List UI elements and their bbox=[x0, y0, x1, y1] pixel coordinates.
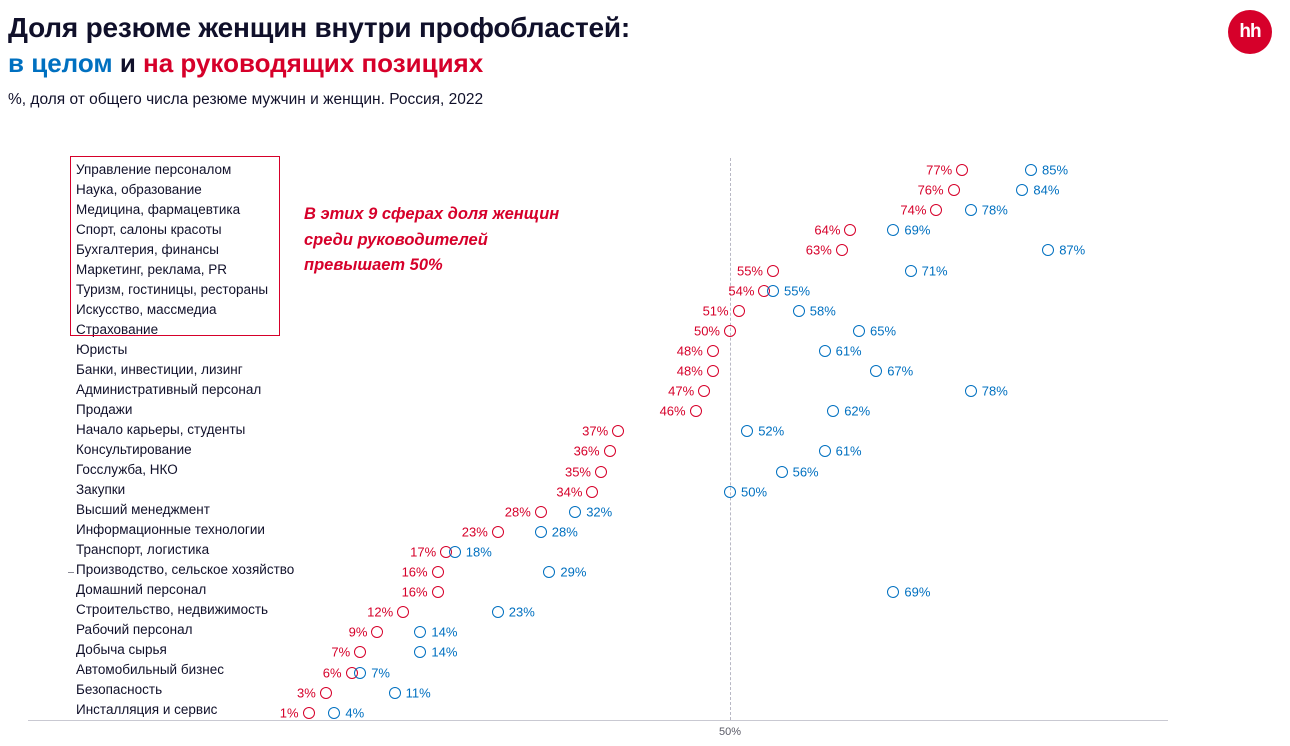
category-label: Административный персонал bbox=[76, 382, 262, 397]
point-managers bbox=[612, 425, 624, 437]
category-label: Инсталляция и сервис bbox=[76, 702, 218, 717]
value-label-overall: 56% bbox=[792, 464, 819, 479]
chart-baseline bbox=[28, 720, 1168, 721]
value-label-managers: 7% bbox=[331, 644, 351, 660]
point-managers bbox=[604, 445, 616, 457]
value-label-managers: 6% bbox=[322, 665, 342, 680]
point-overall bbox=[767, 285, 779, 297]
value-label-overall: 7% bbox=[371, 665, 390, 680]
category-label: Информационные технологии bbox=[76, 522, 265, 537]
value-label-overall: 55% bbox=[784, 283, 811, 299]
value-label-overall: 28% bbox=[551, 524, 578, 540]
value-label-managers: 48% bbox=[676, 343, 703, 359]
category-label: Управление персоналом bbox=[76, 162, 232, 177]
value-label-managers: 16% bbox=[401, 564, 428, 580]
point-overall bbox=[776, 466, 788, 478]
value-label-managers: 47% bbox=[668, 383, 695, 399]
point-managers bbox=[948, 184, 960, 196]
value-label-overall: 67% bbox=[887, 363, 914, 379]
category-label: Искусство, массмедиа bbox=[76, 302, 217, 317]
point-overall bbox=[389, 687, 401, 699]
point-managers bbox=[690, 405, 702, 417]
point-managers bbox=[707, 345, 719, 357]
value-label-managers: 50% bbox=[693, 323, 720, 339]
value-label-managers: 1% bbox=[279, 705, 299, 721]
value-label-managers: 51% bbox=[702, 303, 729, 319]
point-overall bbox=[853, 325, 865, 337]
value-label-overall: 78% bbox=[981, 383, 1008, 399]
point-overall bbox=[870, 365, 882, 377]
title-segment-managers: на руководящих позициях bbox=[143, 48, 484, 78]
value-label-overall: 18% bbox=[465, 544, 492, 560]
value-label-managers: 55% bbox=[736, 263, 763, 278]
axis-50-percent-line bbox=[730, 158, 731, 720]
title-segment-conjunction: и bbox=[112, 48, 144, 78]
annotation-line-2: среди руководителей bbox=[304, 230, 488, 249]
value-label-overall: 65% bbox=[870, 323, 897, 339]
category-label: Начало карьеры, студенты bbox=[76, 422, 246, 437]
point-managers bbox=[836, 244, 848, 256]
page-subtitle-title bbox=[8, 47, 1108, 81]
category-label: Домашний персонал bbox=[76, 582, 207, 597]
category-label: Туризм, гостиницы, рестораны bbox=[76, 282, 269, 297]
value-label-overall: 14% bbox=[431, 624, 458, 640]
value-label-overall: 78% bbox=[981, 202, 1008, 218]
point-overall bbox=[543, 566, 555, 578]
point-overall bbox=[569, 506, 581, 518]
value-label-overall: 61% bbox=[835, 343, 862, 359]
value-label-overall: 32% bbox=[586, 504, 613, 520]
annotation-line-1: В этих 9 сферах доля женщин bbox=[304, 205, 560, 223]
value-label-overall: 58% bbox=[809, 303, 836, 319]
value-label-managers: 37% bbox=[582, 423, 609, 439]
point-overall bbox=[414, 646, 426, 658]
value-label-managers: 9% bbox=[348, 624, 368, 640]
point-managers bbox=[844, 224, 856, 236]
point-overall bbox=[887, 224, 899, 236]
point-managers bbox=[397, 606, 409, 618]
category-label: Безопасность bbox=[76, 682, 163, 697]
category-label: Спорт, салоны красоты bbox=[76, 222, 222, 237]
value-label-managers: 16% bbox=[401, 584, 428, 600]
point-managers bbox=[767, 265, 779, 277]
category-label: Юристы bbox=[76, 342, 128, 357]
point-overall bbox=[793, 305, 805, 317]
axis-tick-label: 50% bbox=[718, 726, 742, 738]
value-label-managers: 77% bbox=[926, 162, 953, 178]
point-overall bbox=[414, 626, 426, 638]
value-label-managers: 48% bbox=[676, 363, 703, 379]
point-overall bbox=[1025, 164, 1037, 176]
point-managers bbox=[724, 325, 736, 337]
point-overall bbox=[905, 265, 917, 277]
point-overall bbox=[887, 586, 899, 598]
value-label-overall: 84% bbox=[1033, 182, 1060, 198]
point-overall bbox=[535, 526, 547, 538]
value-label-overall: 50% bbox=[741, 484, 768, 500]
value-label-overall: 14% bbox=[431, 644, 458, 660]
point-managers bbox=[354, 646, 366, 658]
value-label-managers: 63% bbox=[805, 242, 832, 258]
value-label-overall: 69% bbox=[904, 222, 931, 238]
title-segment-overall: в целом bbox=[8, 48, 113, 78]
point-overall bbox=[741, 425, 753, 437]
point-overall bbox=[819, 445, 831, 457]
page-title: Доля резюме женщин внутри профобластей: bbox=[8, 12, 631, 43]
hh-logo-text: hh bbox=[1239, 21, 1261, 42]
category-label: Закупки bbox=[76, 482, 126, 497]
point-managers bbox=[586, 486, 598, 498]
value-label-overall: 62% bbox=[844, 403, 871, 419]
point-managers bbox=[595, 466, 607, 478]
chart-subtitle: %, доля от общего числа резюме мужчин и женщин. Россия, 2022 bbox=[8, 90, 484, 108]
point-managers bbox=[733, 305, 745, 317]
value-label-overall: 29% bbox=[560, 564, 587, 580]
point-managers bbox=[492, 526, 504, 538]
category-label: Высший менеджмент bbox=[76, 502, 210, 517]
category-label: Рабочий персонал bbox=[76, 622, 193, 637]
annotation-line-3: превышает 50% bbox=[304, 256, 443, 275]
category-label: Наука, образование bbox=[76, 182, 202, 197]
value-label-managers: 36% bbox=[573, 443, 600, 459]
value-label-managers: 64% bbox=[814, 222, 841, 238]
point-overall bbox=[1042, 244, 1054, 256]
value-label-overall: 85% bbox=[1042, 162, 1069, 178]
value-label-overall: 87% bbox=[1059, 242, 1086, 258]
category-label: Строительство, недвижимость bbox=[76, 602, 269, 617]
point-overall bbox=[449, 546, 461, 558]
value-label-managers: 23% bbox=[461, 524, 488, 540]
point-managers bbox=[535, 506, 547, 518]
category-label: Маркетинг, реклама, PR bbox=[76, 262, 227, 277]
value-label-overall: 69% bbox=[904, 584, 931, 600]
value-label-managers: 17% bbox=[410, 544, 437, 560]
point-overall bbox=[827, 405, 839, 417]
row-tick-marker bbox=[68, 572, 74, 573]
hh-logo bbox=[1228, 10, 1272, 54]
point-overall bbox=[965, 385, 977, 397]
point-managers bbox=[371, 626, 383, 638]
value-label-managers: 76% bbox=[917, 182, 944, 198]
value-label-managers: 35% bbox=[564, 464, 591, 479]
value-label-managers: 3% bbox=[297, 685, 316, 701]
point-overall bbox=[1016, 184, 1028, 196]
point-overall bbox=[724, 486, 736, 498]
point-managers bbox=[432, 586, 444, 598]
point-managers bbox=[956, 164, 968, 176]
category-label: Консультирование bbox=[76, 442, 192, 457]
category-label: Страхование bbox=[76, 322, 159, 337]
point-overall bbox=[354, 667, 366, 679]
point-overall bbox=[492, 606, 504, 618]
category-label: Бухгалтерия, финансы bbox=[76, 242, 219, 257]
value-label-managers: 74% bbox=[900, 202, 927, 218]
annotation-note bbox=[304, 202, 559, 279]
value-label-managers: 54% bbox=[728, 283, 755, 299]
category-label: Медицина, фармацевтика bbox=[76, 202, 241, 217]
category-label: Транспорт, логистика bbox=[76, 542, 210, 557]
category-label: Автомобильный бизнес bbox=[76, 662, 225, 677]
point-overall bbox=[819, 345, 831, 357]
value-label-overall: 23% bbox=[508, 604, 535, 620]
category-label: Производство, сельское хозяйство bbox=[76, 562, 295, 577]
value-label-managers: 46% bbox=[659, 403, 686, 419]
point-managers bbox=[707, 365, 719, 377]
value-label-overall: 11% bbox=[405, 685, 431, 701]
category-label: Продажи bbox=[76, 402, 133, 417]
value-label-managers: 34% bbox=[556, 484, 583, 500]
value-label-overall: 71% bbox=[921, 263, 948, 278]
value-label-overall: 4% bbox=[345, 705, 365, 721]
category-label: Госслужба, НКО bbox=[76, 462, 178, 477]
chart-container bbox=[0, 152, 1290, 746]
page-header bbox=[8, 10, 1108, 109]
category-label: Добыча сырья bbox=[76, 642, 167, 657]
point-managers bbox=[698, 385, 710, 397]
point-overall bbox=[965, 204, 977, 216]
value-label-overall: 52% bbox=[758, 423, 785, 439]
point-managers bbox=[930, 204, 942, 216]
point-managers bbox=[432, 566, 444, 578]
category-label: Банки, инвестиции, лизинг bbox=[76, 362, 243, 377]
value-label-managers: 12% bbox=[367, 604, 394, 620]
value-label-overall: 61% bbox=[835, 443, 862, 459]
value-label-managers: 28% bbox=[504, 504, 531, 520]
